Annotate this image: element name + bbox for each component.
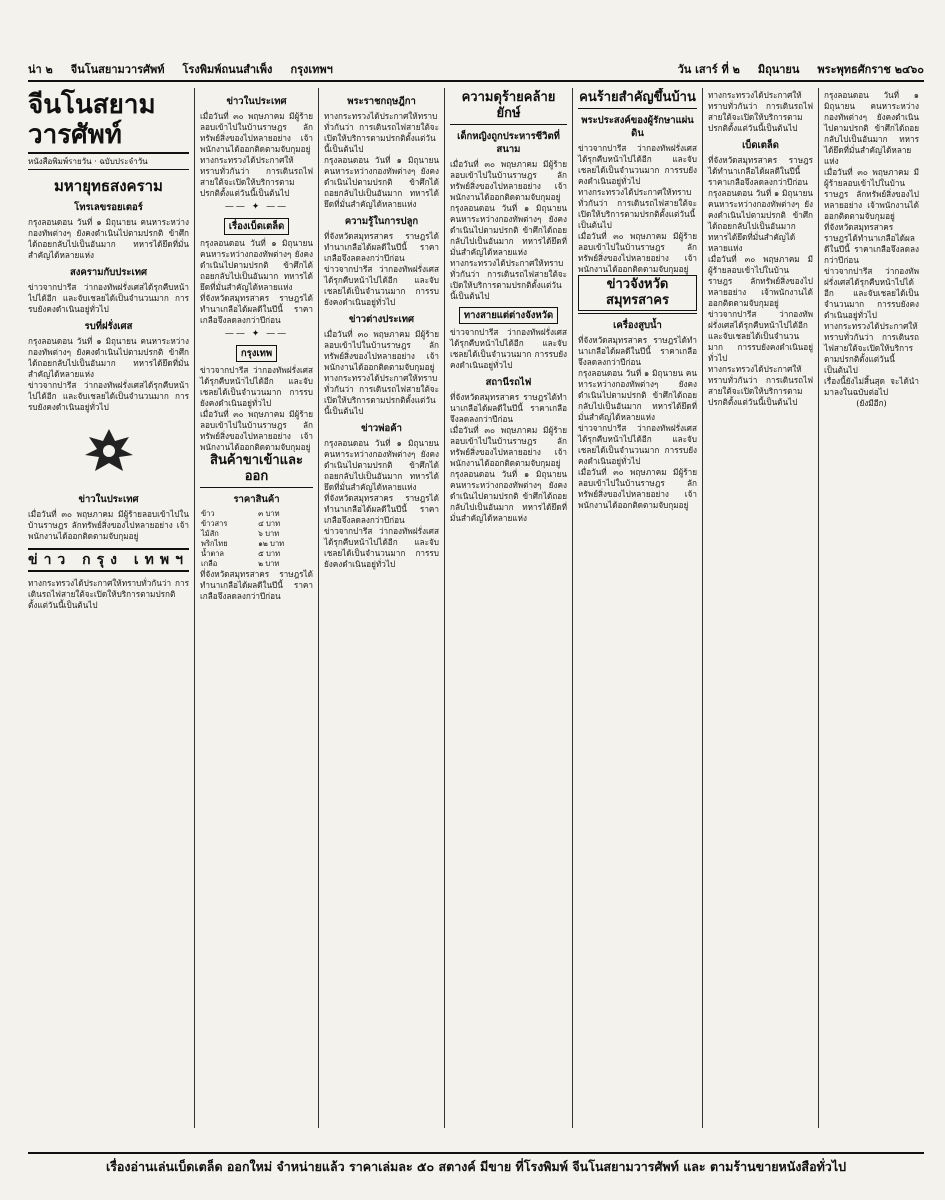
table-row: ไม้สัก ๖ บาท xyxy=(201,529,280,538)
col2-article-5: ข่าวจากปารีส ว่ากองทัพฝรั่งเศสได้รุกคืบหน้าไปได้อีก และจับเชลยได้เป็นจำนวนมาก การรบยังคงดำเนินอยู่ทั่วไป xyxy=(200,365,313,408)
col6-article-1: ทางกระทรวงได้ประกาศให้ทราบทั่วกันว่า การเดินรถไฟสายใต้จะเปิดให้บริการตามปรกติตั้งแต่วันนี้เป็นต้นไป xyxy=(708,90,813,133)
issue-month: มิถุนายน xyxy=(757,63,800,76)
col2-head-c: กรุงเทพ xyxy=(200,345,313,362)
col3-article-2: กรุงลอนดอน วันที่ ๑ มิถุนายน คนหาระหว่างกองทัพต่างๆ ยังคงดำเนินไปตามปรกติ ข้าศึกได้ถอยกลับไปเป็นอันมาก ทหารได้ยึดที่มั่นสำคัญได้หลายแห่ง xyxy=(324,155,439,209)
col3-article-6: ทางกระทรวงได้ประกาศให้ทราบทั่วกันว่า การเดินรถไฟสายใต้จะเปิดให้บริการตามปรกติตั้งแต่วันนี้เป็นต้นไป xyxy=(324,373,439,416)
col5-head-b: พระประสงค์ของผู้รักษาแผ่นดิน xyxy=(581,115,694,139)
city: กรุงเทพฯ xyxy=(290,63,333,76)
col7-article-3: ที่จังหวัดสมุทรสาคร ราษฎรได้ทำนาเกลือได้ผลดีในปีนี้ ราคาเกลือจึงลดลงกว่าปีก่อน xyxy=(824,222,919,265)
col1-head-d: ข่าวในประเทศ xyxy=(78,494,139,505)
col5-article-1: ข่าวจากปารีส ว่ากองทัพฝรั่งเศสได้รุกคืบหน้าไปได้อีก และจับเชลยได้เป็นจำนวนมาก การรบยังคงดำเนินอยู่ทั่วไป xyxy=(578,143,697,186)
table-row: ข้าว ๓ บาท xyxy=(201,509,280,518)
col4-article-5: ที่จังหวัดสมุทรสาคร ราษฎรได้ทำนาเกลือได้ผลดีในปีนี้ ราคาเกลือจึงลดลงกว่าปีก่อน xyxy=(450,392,567,424)
continued-note: (ยังมีอีก) xyxy=(856,398,887,408)
col5-article-2: ทางกระทรวงได้ประกาศให้ทราบทั่วกันว่า การเดินรถไฟสายใต้จะเปิดให้บริการตามปรกติตั้งแต่วันนี้เป็นต้นไป xyxy=(578,187,697,230)
col4-head-b: เด็กหญิงถูกประหารชีวิตที่สนาม xyxy=(457,131,560,155)
col6-article-3: กรุงลอนดอน วันที่ ๑ มิถุนายน คนหาระหว่างกองทัพต่างๆ ยังคงดำเนินไปตามปรกติ ข้าศึกได้ถอยกลับไปเป็นอันมาก ทหารได้ยึดที่มั่นสำคัญได้หลายแห่ง xyxy=(708,188,813,253)
table-row: เกลือ ๒ บาท xyxy=(201,559,280,568)
column-5 xyxy=(572,88,702,1128)
col3-article-8: ที่จังหวัดสมุทรสาคร ราษฎรได้ทำนาเกลือได้ผลดีในปีนี้ ราคาเกลือจึงลดลงกว่าปีก่อน xyxy=(324,493,439,525)
col4-article-3: ทางกระทรวงได้ประกาศให้ทราบทั่วกันว่า การเดินรถไฟสายใต้จะเปิดให้บริการตามปรกติตั้งแต่วันนี้เป็นต้นไป xyxy=(450,258,567,301)
col3-article-9: ข่าวจากปารีส ว่ากองทัพฝรั่งเศสได้รุกคืบหน้าไปได้อีก และจับเชลยได้เป็นจำนวนมาก การรบยังคงดำเนินอยู่ทั่วไป xyxy=(324,526,439,569)
col3-article-5: เมื่อวันที่ ๓๐ พฤษภาคม มีผู้ร้ายลอบเข้าไปในบ้านราษฎร ลักทรัพย์สิ่งของไปหลายอย่าง เจ้าพนักงานได้ออกติดตามจับกุมอยู่ xyxy=(324,329,439,372)
col3-head-b: ความรู้ในการปลูก xyxy=(344,216,419,227)
col5-article-3: เมื่อวันที่ ๓๐ พฤษภาคม มีผู้ร้ายลอบเข้าไปในบ้านราษฎร ลักทรัพย์สิ่งของไปหลายอย่าง เจ้าพนักงานได้ออกติดตามจับกุมอยู่ xyxy=(578,231,697,274)
col4-head-a: ความดุร้ายคล้ายยักษ์ xyxy=(450,90,567,125)
col1-article-3: กรุงลอนดอน วันที่ ๑ มิถุนายน คนหาระหว่างกองทัพต่างๆ ยังคงดำเนินไปตามปรกติ ข้าศึกได้ถอยกลับไปเป็นอันมาก ทหารได้ยึดที่มั่นสำคัญได้หลายแห่ง xyxy=(28,336,189,379)
col2-head-b: เรื่องเบ็ดเตล็ด xyxy=(200,218,313,235)
table-row: ข้าวสาร ๔ บาท xyxy=(201,519,281,528)
col1-article-2: ข่าวจากปารีส ว่ากองทัพฝรั่งเศสได้รุกคืบหน้าไปได้อีก และจับเชลยได้เป็นจำนวนมาก การรบยังคงดำเนินอยู่ทั่วไป xyxy=(28,282,189,314)
col3-article-1: ทางกระทรวงได้ประกาศให้ทราบทั่วกันว่า การเดินรถไฟสายใต้จะเปิดให้บริการตามปรกติตั้งแต่วันนี้เป็นต้นไป xyxy=(324,111,439,154)
col5-article-5: กรุงลอนดอน วันที่ ๑ มิถุนายน คนหาระหว่างกองทัพต่างๆ ยังคงดำเนินไปตามปรกติ ข้าศึกได้ถอยกลับไปเป็นอันมาก ทหารได้ยึดที่มั่นสำคัญได้หลายแห่ง xyxy=(578,368,697,422)
col4-head-d: สถานีรถไฟ xyxy=(485,377,532,388)
col4-article-7: กรุงลอนดอน วันที่ ๑ มิถุนายน คนหาระหว่างกองทัพต่างๆ ยังคงดำเนินไปตามปรกติ ข้าศึกได้ถอยกลับไปเป็นอันมาก ทหารได้ยึดที่มั่นสำคัญได้หลายแห่ง xyxy=(450,469,567,523)
col3-article-7: กรุงลอนดอน วันที่ ๑ มิถุนายน คนหาระหว่างกองทัพต่างๆ ยังคงดำเนินไปตามปรกติ ข้าศึกได้ถอยกลับไปเป็นอันมาก ทหารได้ยึดที่มั่นสำคัญได้หลายแห่ง xyxy=(324,438,439,492)
col4-article-6: เมื่อวันที่ ๓๐ พฤษภาคม มีผู้ร้ายลอบเข้าไปในบ้านราษฎร ลักทรัพย์สิ่งของไปหลายอย่าง เจ้าพนักงานได้ออกติดตามจับกุมอยู่ xyxy=(450,425,567,468)
col5-article-4: ที่จังหวัดสมุทรสาคร ราษฎรได้ทำนาเกลือได้ผลดีในปีนี้ ราคาเกลือจึงลดลงกว่าปีก่อน xyxy=(578,335,697,367)
col2-article-6: เมื่อวันที่ ๓๐ พฤษภาคม มีผู้ร้ายลอบเข้าไปในบ้านราษฎร ลักทรัพย์สิ่งของไปหลายอย่าง เจ้าพนักงานได้ออกติดตามจับกุมอยู่ xyxy=(200,409,313,452)
col5-head-a: คนร้ายสำคัญขึ้นบ้าน xyxy=(578,90,697,109)
masthead-subtitle: หนังสือพิมพ์รายวัน · ฉบับประจำวัน xyxy=(28,154,189,170)
column-1 xyxy=(28,88,194,1128)
col6-head-a: เบ็ดเตล็ด xyxy=(742,140,779,151)
col1-head-a: โทรเลขรอยเตอร์ xyxy=(74,202,143,213)
table-row: น้ำตาล ๕ บาท xyxy=(201,549,281,558)
col5-article-7: เมื่อวันที่ ๓๐ พฤษภาคม มีผู้ร้ายลอบเข้าไปในบ้านราษฎร ลักทรัพย์สิ่งของไปหลายอย่าง เจ้าพนักงานได้ออกติดตามจับกุมอยู่ xyxy=(578,467,697,510)
col4-article-4: ข่าวจากปารีส ว่ากองทัพฝรั่งเศสได้รุกคืบหน้าไปได้อีก และจับเชลยได้เป็นจำนวนมาก การรบยังคงดำเนินอยู่ทั่วไป xyxy=(450,327,567,370)
col6-article-4: เมื่อวันที่ ๓๐ พฤษภาคม มีผู้ร้ายลอบเข้าไปในบ้านราษฎร ลักทรัพย์สิ่งของไปหลายอย่าง เจ้าพนักงานได้ออกติดตามจับกุมอยู่ xyxy=(708,254,813,308)
col2-article-7: ที่จังหวัดสมุทรสาคร ราษฎรได้ทำนาเกลือได้ผลดีในปีนี้ ราคาเกลือจึงลดลงกว่าปีก่อน xyxy=(200,569,313,601)
footer-advertisement: เรื่องอ่านเล่นเบ็ดเตล็ด ออกใหม่ จำหน่ายแล้ว ราคาเล่มละ ๕๐ สตางค์ มีขาย ที่โรงพิมพ์ จีนโนสยามวารศัพท์ และ ตามร้านขายหนังสือทั่วไป xyxy=(28,1152,924,1180)
col7-article-6: เรื่องนี้ยังไม่สิ้นสุด จะได้นำมาลงในฉบับต่อไป xyxy=(824,376,919,397)
col7-article-4: ข่าวจากปารีส ว่ากองทัพฝรั่งเศสได้รุกคืบหน้าไปได้อีก และจับเชลยได้เป็นจำนวนมาก การรบยังคงดำเนินอยู่ทั่วไป xyxy=(824,266,919,320)
col1-article-1: กรุงลอนดอน วันที่ ๑ มิถุนายน คนหาระหว่างกองทัพต่างๆ ยังคงดำเนินไปตามปรกติ ข้าศึกได้ถอยกลับไปเป็นอันมาก ทหารได้ยึดที่มั่นสำคัญได้หลายแห่ง xyxy=(28,217,189,260)
col2-head-d: สินค้าขาเข้าและออก xyxy=(200,453,313,488)
col3-head-a: พระราชกฤษฎีกา xyxy=(347,96,416,107)
col1-head-b: สงครามกับประเทศ xyxy=(69,267,148,278)
col2-article-4: ที่จังหวัดสมุทรสาคร ราษฎรได้ทำนาเกลือได้ผลดีในปีนี้ ราคาเกลือจึงลดลงกว่าปีก่อน xyxy=(200,293,313,325)
col7-article-5: ทางกระทรวงได้ประกาศให้ทราบทั่วกันว่า การเดินรถไฟสายใต้จะเปิดให้บริการตามปรกติตั้งแต่วันนี้เป็นต้นไป xyxy=(824,321,919,375)
col7-article-2: เมื่อวันที่ ๓๐ พฤษภาคม มีผู้ร้ายลอบเข้าไปในบ้านราษฎร ลักทรัพย์สิ่งของไปหลายอย่าง เจ้าพนักงานได้ออกติดตามจับกุมอยู่ xyxy=(824,167,919,221)
col3-article-3: ที่จังหวัดสมุทรสาคร ราษฎรได้ทำนาเกลือได้ผลดีในปีนี้ ราคาเกลือจึงลดลงกว่าปีก่อน xyxy=(324,231,439,263)
paper-name-small: จีนโนสยามวารศัพท์ xyxy=(70,63,165,76)
war-headline: มหายุทธสงคราม xyxy=(54,177,163,195)
masthead-title: จีนโนสยามวารศัพท์ xyxy=(28,90,189,154)
running-head xyxy=(28,58,924,82)
city-news-banner: ข่าว กรุง เทพฯ xyxy=(28,548,189,572)
col1-article-5: เมื่อวันที่ ๓๐ พฤษภาคม มีผู้ร้ายลอบเข้าไปในบ้านราษฎร ลักทรัพย์สิ่งของไปหลายอย่าง เจ้าพนักงานได้ออกติดตามจับกุมอยู่ xyxy=(28,509,189,541)
newspaper-columns xyxy=(28,88,924,1128)
print-place: โรงพิมพ์ถนนสำเพ็ง xyxy=(182,63,273,76)
col2-article-2: ทางกระทรวงได้ประกาศให้ทราบทั่วกันว่า การเดินรถไฟสายใต้จะเปิดให้บริการตามปรกติตั้งแต่วันนี้เป็นต้นไป xyxy=(200,155,313,198)
col5-head-c: ข่าวจังหวัดสมุทรสาคร xyxy=(578,275,697,314)
column-6 xyxy=(702,88,818,1128)
col1-article-4: ข่าวจากปารีส ว่ากองทัพฝรั่งเศสได้รุกคืบหน้าไปได้อีก และจับเชลยได้เป็นจำนวนมาก การรบยังคงดำเนินอยู่ทั่วไป xyxy=(28,380,189,412)
col2-article-3: กรุงลอนดอน วันที่ ๑ มิถุนายน คนหาระหว่างกองทัพต่างๆ ยังคงดำเนินไปตามปรกติ ข้าศึกได้ถอยกลับไปเป็นอันมาก ทหารได้ยึดที่มั่นสำคัญได้หลายแห่ง xyxy=(200,238,313,292)
issue-year: พระพุทธศักราช ๒๔๖๐ xyxy=(817,63,924,76)
col6-article-5: ข่าวจากปารีส ว่ากองทัพฝรั่งเศสได้รุกคืบหน้าไปได้อีก และจับเชลยได้เป็นจำนวนมาก การรบยังคงดำเนินอยู่ทั่วไป xyxy=(708,309,813,363)
col2-head-e: ราคาสินค้า xyxy=(233,494,280,505)
col6-article-2: ที่จังหวัดสมุทรสาคร ราษฎรได้ทำนาเกลือได้ผลดีในปีนี้ ราคาเกลือจึงลดลงกว่าปีก่อน xyxy=(708,155,813,187)
column-3 xyxy=(318,88,444,1128)
col7-article-1: กรุงลอนดอน วันที่ ๑ มิถุนายน คนหาระหว่างกองทัพต่างๆ ยังคงดำเนินไปตามปรกติ ข้าศึกได้ถอยกลับไปเป็นอันมาก ทหารได้ยึดที่มั่นสำคัญได้หลายแห่ง xyxy=(824,90,919,166)
col4-article-1: เมื่อวันที่ ๓๐ พฤษภาคม มีผู้ร้ายลอบเข้าไปในบ้านราษฎร ลักทรัพย์สิ่งของไปหลายอย่าง เจ้าพนักงานได้ออกติดตามจับกุมอยู่ xyxy=(450,159,567,202)
col2-head-a: ข่าวในประเทศ xyxy=(226,96,287,107)
table-row: พริกไทย ๑๒ บาท xyxy=(201,539,285,548)
col1-head-c: รบที่ฝรั่งเศส xyxy=(84,321,133,332)
price-table xyxy=(200,509,313,569)
page-number: น่า ๒ xyxy=(28,63,53,76)
col5-article-6: ข่าวจากปารีส ว่ากองทัพฝรั่งเศสได้รุกคืบหน้าไปได้อีก และจับเชลยได้เป็นจำนวนมาก การรบยังคงดำเนินอยู่ทั่วไป xyxy=(578,423,697,466)
col5-head-d: เครื่องสูบน้ำ xyxy=(613,320,662,331)
col6-article-6: ทางกระทรวงได้ประกาศให้ทราบทั่วกันว่า การเดินรถไฟสายใต้จะเปิดให้บริการตามปรกติตั้งแต่วันนี้เป็นต้นไป xyxy=(708,364,813,407)
column-2: ข่าวในประเทศ เมื่อวันที่ ๓๐ พฤษภาคม มีผู้ร้ายลอบเข้าไปในบ้านราษฎร ลักทรัพย์สิ่งของไปหลายอย่าง เจ้าพนักงานได้ออกติดตามจับกุมอยู่ ทางกระทรวงได้ประกาศให้ทราบทั่วกันว่า การเดินรถไฟสายใต้จะเปิดให้บริการตามปรกติตั้งแต่วันนี้เป็นต้นไป —— ✦ —— เรื่องเบ็ดเตล็ด กรุงลอนดอน วันที่ ๑ มิถุนายน คนหาระหว่างกองทัพต่างๆ ยังคงดำเนินไปตามปรกติ ข้าศึกได้ถอยกลับไปเป็นอันมาก ทหารได้ยึดที่มั่นสำคัญได้หลายแห่ง ที่จังหวัดสมุทรสาคร ราษฎรได้ทำนาเกลือได้ผลดีในปีนี้ ราคาเกลือจึงลดลงกว่าปีก่อน —— ✦ —— กรุงเทพ ข่าวจากปารีส ว่ากองทัพฝรั่งเศสได้รุกคืบหน้าไปได้อีก และจับเชลยได้เป็นจำนวนมาก การรบยังคงดำเนินอยู่ทั่วไป เมื่อวันที่ ๓๐ พฤษภาคม มีผู้ร้ายลอบเข้าไปในบ้านราษฎร ลักทรัพย์สิ่งของไปหลายอย่าง เจ้าพนักงานได้ออกติดตามจับกุมอยู่ สินค้าขาเข้าและออก ราคาสินค้า ข้าว ๓ บาท ข้าวสาร ๔ บาท ไม้สัก ๖ บาท พริกไทย ๑๒ บาท น้ำตาล ๕ บาท เกลือ ๒ บาท ที่จังหวัดสมุทรสาคร ราษฎรได้ทำนาเกลือได้ผลดีในปีนี้ ราคาเกลือจึงลดลงกว่าปีก่อน xyxy=(194,88,318,1128)
col3-head-d: ข่าวพ่อค้า xyxy=(361,423,402,434)
col4-head-c: ทางสายแต่ต่างจังหวัด xyxy=(450,307,567,324)
column-7 xyxy=(818,88,924,1128)
col4-article-2: กรุงลอนดอน วันที่ ๑ มิถุนายน คนหาระหว่างกองทัพต่างๆ ยังคงดำเนินไปตามปรกติ ข้าศึกได้ถอยกลับไปเป็นอันมาก ทหารได้ยึดที่มั่นสำคัญได้หลายแห่ง xyxy=(450,203,567,257)
col3-article-4: ข่าวจากปารีส ว่ากองทัพฝรั่งเศสได้รุกคืบหน้าไปได้อีก และจับเชลยได้เป็นจำนวนมาก การรบยังคงดำเนินอยู่ทั่วไป xyxy=(324,264,439,307)
col2-article-1: เมื่อวันที่ ๓๐ พฤษภาคม มีผู้ร้ายลอบเข้าไปในบ้านราษฎร ลักทรัพย์สิ่งของไปหลายอย่าง เจ้าพนักงานได้ออกติดตามจับกุมอยู่ xyxy=(200,111,313,154)
issue-day: วัน เสาร์ ที่ ๒ xyxy=(677,63,740,76)
garuda-emblem-icon xyxy=(28,423,189,483)
column-4 xyxy=(444,88,572,1128)
col1-article-6: ทางกระทรวงได้ประกาศให้ทราบทั่วกันว่า การเดินรถไฟสายใต้จะเปิดให้บริการตามปรกติตั้งแต่วันนี้เป็นต้นไป xyxy=(28,578,189,610)
col3-head-c: ข่าวต่างประเทศ xyxy=(348,314,415,325)
